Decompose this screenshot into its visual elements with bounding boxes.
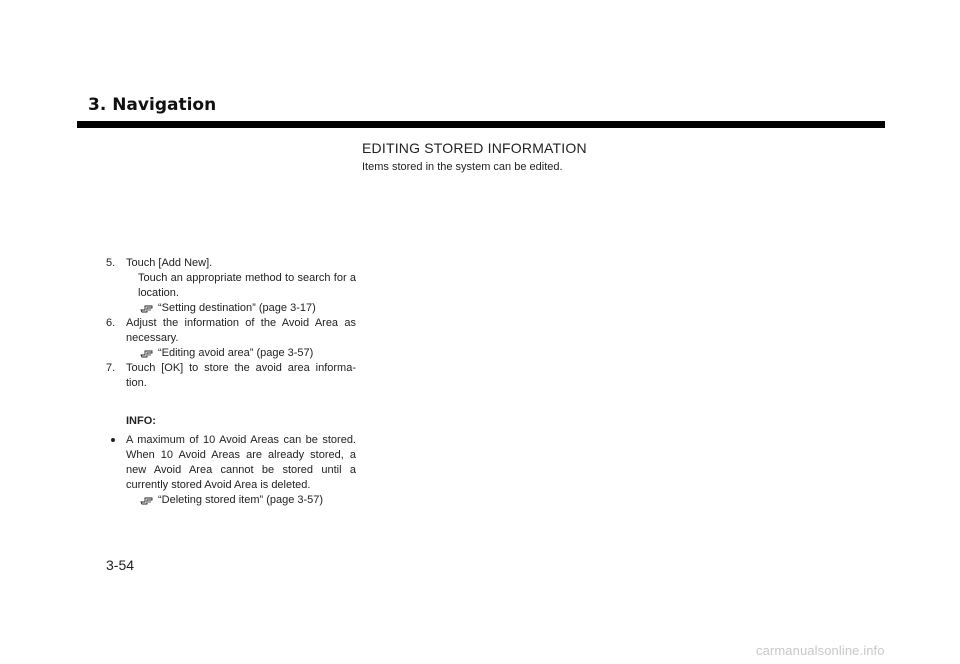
pointing-hand-icon <box>140 494 154 506</box>
step-number: 5. <box>106 257 116 269</box>
pointing-hand-icon <box>140 347 154 359</box>
step-text: Touch [Add New]. <box>126 257 213 269</box>
reference-text: “Setting destination” (page 3-17) <box>158 302 316 314</box>
step-item <box>106 316 356 361</box>
section-heading: EDITING STORED INFORMATION <box>362 140 587 156</box>
cross-reference <box>126 301 356 316</box>
bullet-icon <box>111 438 115 442</box>
watermark: carmanualsonline.info <box>756 643 885 658</box>
step-subtext: Touch an appropriate method to search for a location. <box>138 272 356 299</box>
reference-text: “Deleting stored item” (page 3-57) <box>158 494 324 506</box>
step-text: Touch [OK] to store the avoid area informa- tion. <box>126 362 356 389</box>
list-item <box>106 433 356 508</box>
reference-text: “Editing avoid area” (page 3-57) <box>158 347 314 359</box>
info-heading: INFO: <box>126 415 156 427</box>
chapter-title: 3. Navigation <box>88 95 217 115</box>
info-block <box>106 433 356 508</box>
page-number: 3-54 <box>106 557 135 573</box>
step-item <box>106 256 356 316</box>
steps-list <box>106 256 356 391</box>
header-rule <box>77 121 885 128</box>
step-number: 7. <box>106 362 116 374</box>
step-item <box>106 361 356 391</box>
step-text: Adjust the information of the Avoid Area as necessary. <box>126 317 356 344</box>
pointing-hand-icon <box>140 302 154 314</box>
cross-reference <box>126 346 356 361</box>
section-intro: Items stored in the system can be edited. <box>362 161 563 173</box>
step-number: 6. <box>106 317 116 329</box>
bullet-text: A maximum of 10 Avoid Areas can be stored. When 10 Avoid Areas are already stored, a new Avoid Area cannot be stored until a currently stored Avoid Area is deleted. <box>126 434 356 491</box>
cross-reference <box>126 493 356 508</box>
